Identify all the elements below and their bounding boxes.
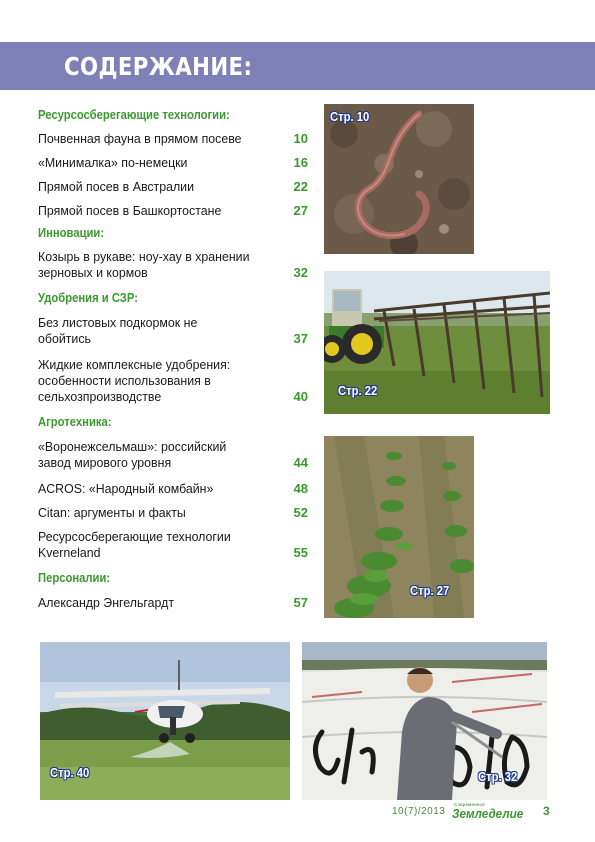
entry-title: Ресурсосберегающие технологии Kverneland — [38, 529, 231, 560]
toc-entry[interactable] — [38, 315, 308, 347]
photo-aircraft — [40, 642, 290, 800]
toc-section — [38, 108, 308, 122]
page-title: СОДЕРЖАНИЕ: — [64, 52, 253, 81]
photo-page-label: Стр. 40 — [50, 766, 90, 780]
entry-title: Почвенная фауна в прямом посеве — [38, 131, 242, 146]
entry-page-number: 55 — [293, 545, 308, 560]
entry-title: Прямой посев в Башкортостане — [38, 203, 222, 218]
toc-entry[interactable] — [38, 131, 308, 147]
photo-page-label: Стр. 10 — [330, 110, 370, 124]
section-title: Удобрения и СЗР: — [38, 291, 138, 305]
toc-section — [38, 291, 308, 305]
entry-page-number: 52 — [293, 505, 308, 520]
entry-page-number: 16 — [293, 155, 308, 170]
entry-page-number: 10 — [293, 131, 308, 146]
toc-entry[interactable] — [38, 529, 308, 561]
entry-title: Александр Энгельгардт — [38, 595, 174, 610]
entry-title: «Воронежсельмаш»: российский завод мирового уровня — [38, 439, 227, 470]
section-title: Ресурсосберегающие технологии: — [38, 108, 230, 122]
toc-entry[interactable] — [38, 179, 308, 195]
photo-crop-rows — [324, 436, 474, 618]
toc-entry[interactable] — [38, 481, 308, 497]
entry-page-number: 40 — [293, 389, 308, 404]
magazine-name: Земледелие — [452, 806, 524, 821]
entry-title: Жидкие комплексные удобрения: особенности использования в сельхозпроизводстве — [38, 357, 231, 404]
issue-number: 10(7)/2013 — [392, 806, 446, 817]
photo-sprayer-tractor — [324, 271, 550, 414]
section-title: Персоналии: — [38, 571, 111, 585]
entry-page-number: 22 — [293, 179, 308, 194]
entry-page-number: 32 — [293, 265, 308, 280]
entry-page-number: 37 — [293, 331, 308, 346]
toc-entry[interactable] — [38, 203, 308, 219]
toc-entry[interactable] — [38, 249, 308, 281]
photo-page-label: Стр. 32 — [478, 770, 518, 784]
magazine-name-prefix: Современное — [454, 802, 485, 807]
toc-entry[interactable] — [38, 505, 308, 521]
toc-section — [38, 226, 308, 240]
entry-page-number: 44 — [293, 455, 308, 470]
entry-title: Без листовых подкормок не обойтись — [38, 315, 198, 346]
toc-entry[interactable] — [38, 155, 308, 171]
photo-page-label: Стр. 22 — [338, 384, 378, 398]
toc-section — [38, 571, 308, 585]
toc-entry[interactable] — [38, 439, 308, 471]
page-number: 3 — [543, 804, 550, 818]
photo-earthworm — [324, 104, 474, 254]
entry-title: Прямой посев в Австралии — [38, 179, 195, 194]
entry-title: ACROS: «Народный комбайн» — [38, 481, 214, 496]
toc-entry[interactable] — [38, 357, 308, 405]
entry-title: «Минималка» по-немецки — [38, 155, 188, 170]
entry-page-number: 27 — [293, 203, 308, 218]
section-title: Агротехника: — [38, 415, 112, 429]
entry-title: Citan: аргументы и факты — [38, 505, 186, 520]
photo-page-label: Стр. 27 — [410, 584, 450, 598]
section-title: Инновации: — [38, 226, 105, 240]
entry-page-number: 48 — [293, 481, 308, 496]
entry-title: Козырь в рукаве: ноу-хау в хранении зерновых и кормов — [38, 249, 250, 280]
entry-page-number: 57 — [293, 595, 308, 610]
photo-silage-bag — [302, 642, 547, 800]
toc-section — [38, 415, 308, 429]
header-bar — [0, 42, 595, 90]
toc-entry[interactable] — [38, 595, 308, 611]
